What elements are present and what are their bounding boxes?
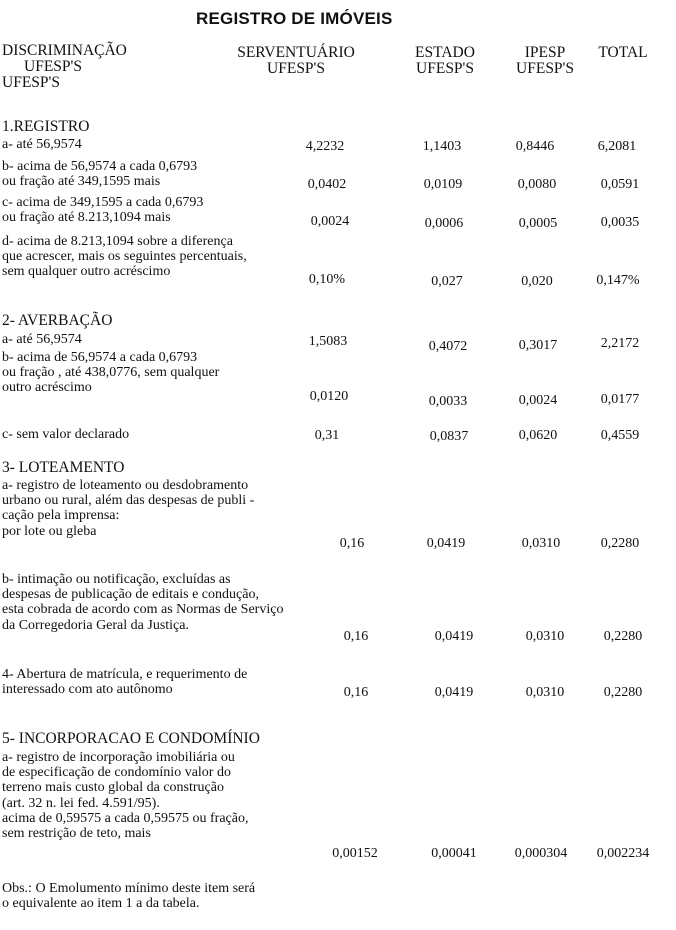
row-label [2,478,254,539]
cell-total: 0,002234 [596,846,650,861]
row-label-line: b- acima de 56,9574 a cada 0,6793 [2,159,198,174]
row-label-line: ou fração até 8.213,1094 mais [2,210,171,226]
row-label-line: a- registro de loteamento ou desdobramento [2,478,249,493]
row-label [2,195,203,225]
row-label-line: despesas de publicação de editais e condução, [2,587,259,603]
row-label-line: esta cobrada de acordo com as Normas de Serviço [2,602,284,618]
row-label-line: de especificação de condomínio valor do [2,765,231,781]
observation-line: o equivalente ao item 1 a da tabela. [2,896,200,912]
cell-total: 0,0035 [600,215,640,230]
row-label-line: b- intimação ou notificação, excluídas as [2,572,231,587]
row-label [2,572,283,633]
cell-ipesp: 0,0024 [518,393,558,408]
row-label: a- até 56,9574 [2,332,82,347]
section-averbacao-title: 2- AVERBAÇÃO [2,312,113,329]
cell-ipesp: 0,0310 [521,536,561,551]
cell-estado: 0,0006 [424,216,464,231]
cell-estado: 0,0033 [428,394,468,409]
row-label-line: ou fração , até 438,0776, sem qualquer [2,365,220,381]
row-label-line: a- registro de incorporação imobiliária ou [2,750,235,765]
header-total-line: TOTAL [598,44,648,61]
section-incorporacao-title: 5- INCORPORACAO E CONDOMÍNIO [2,730,260,747]
row-label-line: urbano ou rural, além das despesas de publi - [2,493,255,509]
row-label [2,234,247,280]
cell-estado: 0,0419 [426,536,466,551]
cell-estado: 0,027 [431,274,463,289]
cell-serventuario: 0,00152 [332,846,378,861]
row-label-line: (art. 32 n. lei fed. 4.591/95). [2,795,160,811]
header-ipesp [505,45,585,77]
cell-total: 0,2280 [603,629,643,644]
row-label [2,159,197,189]
header-serventuario-line: UFESP'S [267,60,325,77]
row-label-line: da Corregedoria Geral da Justiça. [2,617,189,633]
header-estado-line: UFESP'S [416,60,474,77]
header-ipesp-line: UFESP'S [516,60,574,77]
cell-estado: 0,0837 [429,429,469,444]
row-label-line: terreno mais custo global da construção [2,780,224,796]
cell-estado: 0,00041 [431,846,477,861]
observation-line: Obs.: O Emolumento mínimo deste item será [2,881,256,896]
header-total [588,45,658,61]
row-label-line: sem qualquer outro acréscimo [2,264,171,280]
header-estado [400,45,490,77]
row-label-line: 4- Abertura de matrícula, e requerimento de [2,667,248,682]
cell-ipesp: 0,020 [521,274,553,289]
cell-ipesp: 0,8446 [515,139,555,154]
row-label: c- sem valor declarado [2,427,130,442]
cell-total: 0,0177 [600,392,640,407]
row-label-line: cação pela imprensa: [2,508,120,524]
cell-ipesp: 0,3017 [518,338,558,353]
row-label [2,350,219,396]
header-discriminacao-line: DISCRIMINAÇÃO [2,42,127,59]
cell-serventuario: 0,16 [339,536,365,551]
cell-serventuario: 0,0120 [309,389,349,404]
cell-serventuario: 0,16 [343,629,369,644]
cell-total: 2,2172 [600,336,640,351]
cell-serventuario: 0,16 [343,685,369,700]
page-title: REGISTRO DE IMÓVEIS [196,9,393,28]
row-label-line: por lote ou gleba [2,523,97,539]
cell-serventuario: 0,0024 [310,214,350,229]
cell-estado: 0,0419 [434,629,474,644]
cell-serventuario: 0,31 [314,428,340,443]
cell-serventuario: 4,2232 [305,139,345,154]
observation-note [2,881,255,911]
header-serventuario-line: SERVENTUÁRIO [237,44,355,61]
cell-serventuario: 0,0402 [307,177,347,192]
header-discriminacao-line: UFESP'S [24,58,82,75]
cell-ipesp: 0,000304 [514,846,568,861]
cell-estado: 1,1403 [422,139,462,154]
cell-serventuario: 1,5083 [308,334,348,349]
cell-total: 0,147% [596,273,640,288]
cell-ipesp: 0,0620 [518,428,558,443]
header-discriminacao [2,43,127,91]
header-discriminacao-line: UFESP'S [2,74,60,91]
row-label [2,750,248,841]
cell-total: 0,2280 [600,536,640,551]
row-label-line: d- acima de 8.213,1094 sobre a diferença [2,234,233,249]
cell-ipesp: 0,0310 [525,685,565,700]
header-ipesp-line: IPESP [524,44,566,61]
section-registro-title: 1.REGISTRO [2,118,90,135]
row-label: a- até 56,9574 [2,137,82,152]
cell-total: 0,2280 [603,685,643,700]
cell-ipesp: 0,0005 [518,216,558,231]
section-loteamento-title: 3- LOTEAMENTO [2,459,125,476]
section-matricula [2,667,247,697]
cell-ipesp: 0,0080 [517,177,557,192]
cell-serventuario: 0,10% [308,272,346,287]
cell-estado: 0,0419 [434,685,474,700]
row-label-line: ou fração até 349,1595 mais [2,174,161,190]
cell-total: 0,0591 [600,177,640,192]
row-label-line: sem restrição de teto, mais [2,826,151,842]
cell-estado: 0,0109 [423,177,463,192]
row-label-line: outro acréscimo [2,380,92,396]
row-label-line: b- acima de 56,9574 a cada 0,6793 [2,350,198,365]
cell-ipesp: 0,0310 [525,629,565,644]
row-label-line: acima de 0,59575 a cada 0,59575 ou fração, [2,810,249,826]
header-estado-line: ESTADO [415,44,475,61]
cell-total: 6,2081 [597,139,637,154]
cell-total: 0,4559 [600,428,640,443]
row-label-line: interessado com ato autônomo [2,682,173,698]
row-label-line: c- acima de 349,1595 a cada 0,6793 [2,195,204,210]
header-serventuario [232,45,360,77]
cell-estado: 0,4072 [428,339,468,354]
row-label-line: que acrescer, mais os seguintes percentuais, [2,249,247,265]
